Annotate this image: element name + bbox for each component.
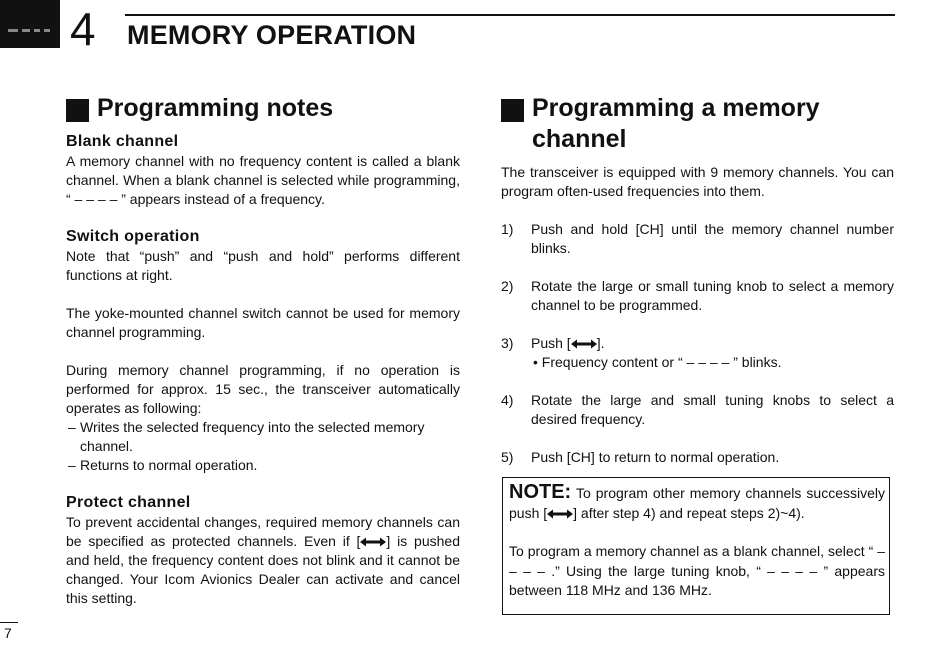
chapter-number: 4 [70,3,96,55]
step-list [501,220,894,467]
chapter-tab-marks [0,29,60,33]
switch-operation-p1: Note that “push” and “push and hold” performs different functions at right. [66,248,460,283]
list-item: 4) Rotate the large and small tuning knobs to select a desired frequency. [501,392,894,427]
chapter-title: MEMORY OPERATION [127,20,417,50]
list-item: 3) Push [ ]. • Frequency content or “ – – – – ” blinks. [501,334,894,372]
list-item: – Writes the selected frequency into the selected memory channel. [68,419,425,454]
programming-notes-heading: Programming notes [66,93,460,124]
list-item: 5) Push [CH] to return to normal operation. [501,449,780,465]
left-column [66,93,460,608]
protect-channel-title: Protect channel [66,494,191,511]
protect-channel-text: To prevent accidental changes, required memory channels can be specified as protected channels. Even if [ ] is pushed and held, the frequency content does not blink and it cannot be changed. Your Icom Avionics Dealer can activate and cancel this setting. [66,514,460,606]
switch-operation-section [66,227,460,475]
programming-memory-heading: Programming a memory channel [501,93,894,155]
heading-square-icon [66,99,89,122]
double-arrow-icon [547,509,573,519]
switch-operation-p2: The yoke-mounted channel switch cannot be used for memory channel programming. [66,305,460,340]
blank-channel-section [66,132,460,209]
blank-channel-text: A memory channel with no frequency content is called a blank channel. When a blank channel is selected while programming, “ – – – – ” appears instead of a frequency. [66,153,460,207]
page-rule [0,622,18,623]
list-item: 1) Push and hold [CH] until the memory channel number blinks. [501,221,894,256]
double-arrow-icon [571,339,597,349]
list-item: 2) Rotate the large or small tuning knob to select a memory channel to be programmed. [501,278,894,313]
step-bullet: • Frequency content or “ – – – – ” blinks. [533,354,782,370]
heading-square-icon [501,99,524,122]
right-column [501,93,894,486]
chapter-tab [0,0,60,48]
list-item: – Returns to normal operation. [68,457,258,473]
memory-intro-text: The transceiver is equipped with 9 memory channels. You can program often-used frequencies into them. [501,164,894,199]
blank-channel-title: Blank channel [66,133,179,150]
note-label: NOTE: [509,481,572,503]
page-number: 7 [4,625,12,641]
protect-channel-section [66,493,460,608]
switch-operation-p3: During memory channel programming, if no operation is performed for approx. 15 sec., the transceiver automatically operates as following: [66,362,460,416]
top-rule [125,14,895,16]
note-p2: To program a memory channel as a blank channel, select “ – – – – .” Using the large tuning knob, “ – – – – ” appears between 118 MHz and 136 MHz. [509,543,885,598]
double-arrow-icon [360,537,386,547]
note-box [502,477,890,615]
switch-operation-title: Switch operation [66,228,200,245]
note-p1: NOTE: To program other memory channels successively push [ ] after step 4) and repeat steps 2)~4). [509,481,885,521]
